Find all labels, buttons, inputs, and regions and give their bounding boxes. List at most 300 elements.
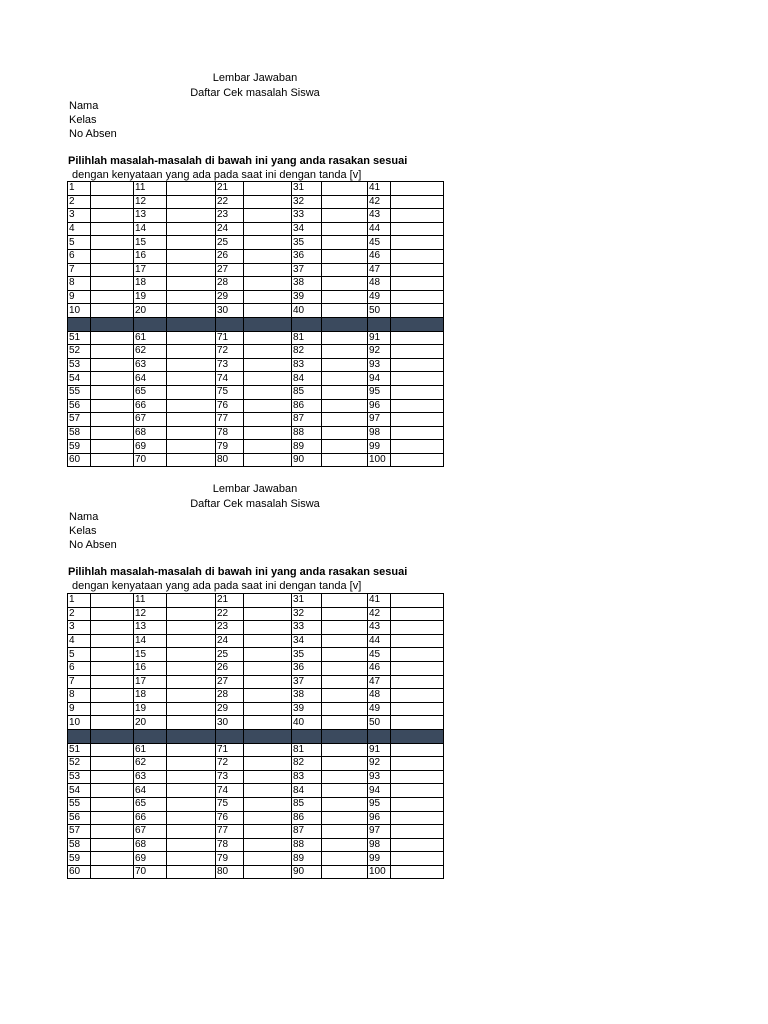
item-number: 94 bbox=[368, 372, 391, 386]
check-cell[interactable] bbox=[322, 716, 368, 730]
check-cell[interactable] bbox=[244, 702, 292, 716]
check-cell[interactable] bbox=[391, 358, 444, 372]
item-number: 11 bbox=[134, 594, 167, 608]
check-cell[interactable] bbox=[244, 825, 292, 839]
check-cell[interactable] bbox=[244, 358, 292, 372]
item-number: 23 bbox=[216, 621, 244, 635]
check-cell[interactable] bbox=[322, 345, 368, 359]
check-cell[interactable] bbox=[167, 249, 216, 263]
item-number: 79 bbox=[216, 852, 244, 866]
item-number: 17 bbox=[134, 675, 167, 689]
check-cell[interactable] bbox=[322, 263, 368, 277]
field-no-absen-label: No Absen bbox=[69, 539, 117, 551]
check-cell[interactable] bbox=[91, 277, 134, 291]
check-cell[interactable] bbox=[322, 811, 368, 825]
field-nama-label: Nama bbox=[69, 511, 99, 523]
check-cell[interactable] bbox=[244, 716, 292, 730]
check-cell[interactable] bbox=[167, 675, 216, 689]
check-cell[interactable] bbox=[91, 716, 134, 730]
check-cell[interactable] bbox=[91, 222, 134, 236]
check-cell[interactable] bbox=[391, 209, 444, 223]
check-cell[interactable] bbox=[91, 757, 134, 771]
check-cell[interactable] bbox=[322, 743, 368, 757]
item-number: 68 bbox=[134, 838, 167, 852]
check-cell[interactable] bbox=[91, 182, 134, 196]
item-number: 77 bbox=[216, 825, 244, 839]
check-cell[interactable] bbox=[322, 195, 368, 209]
check-cell[interactable] bbox=[167, 865, 216, 879]
item-number: 13 bbox=[134, 209, 167, 223]
item-number: 78 bbox=[216, 838, 244, 852]
check-cell[interactable] bbox=[91, 607, 134, 621]
item-number: 13 bbox=[134, 621, 167, 635]
item-number: 40 bbox=[292, 304, 322, 318]
check-cell[interactable] bbox=[391, 702, 444, 716]
item-number: 76 bbox=[216, 399, 244, 413]
check-cell[interactable] bbox=[167, 770, 216, 784]
check-cell[interactable] bbox=[244, 594, 292, 608]
check-cell[interactable] bbox=[391, 372, 444, 386]
item-number: 31 bbox=[292, 182, 322, 196]
check-cell[interactable] bbox=[167, 838, 216, 852]
separator-cell bbox=[244, 317, 292, 331]
check-cell[interactable] bbox=[167, 634, 216, 648]
check-cell[interactable] bbox=[91, 209, 134, 223]
check-cell[interactable] bbox=[391, 716, 444, 730]
check-cell[interactable] bbox=[391, 811, 444, 825]
check-cell[interactable] bbox=[91, 661, 134, 675]
check-cell[interactable] bbox=[91, 797, 134, 811]
check-cell[interactable] bbox=[244, 453, 292, 467]
separator-cell bbox=[292, 729, 322, 743]
check-cell[interactable] bbox=[244, 385, 292, 399]
check-cell[interactable] bbox=[167, 399, 216, 413]
check-cell[interactable] bbox=[167, 811, 216, 825]
check-cell[interactable] bbox=[391, 385, 444, 399]
check-cell[interactable] bbox=[322, 594, 368, 608]
check-cell[interactable] bbox=[91, 852, 134, 866]
check-cell[interactable] bbox=[167, 621, 216, 635]
check-cell[interactable] bbox=[322, 290, 368, 304]
check-cell[interactable] bbox=[167, 426, 216, 440]
check-cell[interactable] bbox=[244, 399, 292, 413]
check-cell[interactable] bbox=[167, 702, 216, 716]
check-cell[interactable] bbox=[322, 209, 368, 223]
item-number: 59 bbox=[68, 852, 91, 866]
check-cell[interactable] bbox=[391, 770, 444, 784]
check-cell[interactable] bbox=[91, 236, 134, 250]
item-number: 5 bbox=[68, 236, 91, 250]
check-cell[interactable] bbox=[244, 209, 292, 223]
check-cell[interactable] bbox=[91, 621, 134, 635]
check-cell[interactable] bbox=[322, 852, 368, 866]
check-cell[interactable] bbox=[91, 825, 134, 839]
check-cell[interactable] bbox=[91, 743, 134, 757]
check-cell[interactable] bbox=[391, 345, 444, 359]
item-number: 12 bbox=[134, 607, 167, 621]
check-cell[interactable] bbox=[167, 743, 216, 757]
check-cell[interactable] bbox=[322, 236, 368, 250]
check-cell[interactable] bbox=[167, 358, 216, 372]
item-number: 19 bbox=[134, 702, 167, 716]
check-cell[interactable] bbox=[244, 236, 292, 250]
check-cell[interactable] bbox=[322, 702, 368, 716]
check-cell[interactable] bbox=[167, 689, 216, 703]
check-cell[interactable] bbox=[391, 825, 444, 839]
check-cell[interactable] bbox=[91, 385, 134, 399]
item-number: 94 bbox=[368, 784, 391, 798]
check-cell[interactable] bbox=[91, 263, 134, 277]
item-number: 73 bbox=[216, 358, 244, 372]
table-row bbox=[68, 594, 444, 608]
item-number: 7 bbox=[68, 675, 91, 689]
check-cell[interactable] bbox=[322, 182, 368, 196]
item-number: 39 bbox=[292, 702, 322, 716]
check-cell[interactable] bbox=[167, 797, 216, 811]
check-cell[interactable] bbox=[322, 249, 368, 263]
check-cell[interactable] bbox=[322, 634, 368, 648]
check-cell[interactable] bbox=[91, 648, 134, 662]
item-number: 34 bbox=[292, 634, 322, 648]
item-number: 72 bbox=[216, 345, 244, 359]
check-cell[interactable] bbox=[91, 702, 134, 716]
item-number: 85 bbox=[292, 385, 322, 399]
check-cell[interactable] bbox=[244, 607, 292, 621]
check-cell[interactable] bbox=[91, 770, 134, 784]
check-cell[interactable] bbox=[167, 825, 216, 839]
check-cell[interactable] bbox=[91, 784, 134, 798]
item-number: 70 bbox=[134, 453, 167, 467]
check-cell[interactable] bbox=[244, 426, 292, 440]
check-cell[interactable] bbox=[391, 331, 444, 345]
check-cell[interactable] bbox=[244, 277, 292, 291]
check-cell[interactable] bbox=[167, 594, 216, 608]
check-cell[interactable] bbox=[91, 865, 134, 879]
check-cell[interactable] bbox=[91, 331, 134, 345]
item-number: 99 bbox=[368, 440, 391, 454]
item-number: 95 bbox=[368, 797, 391, 811]
check-cell[interactable] bbox=[167, 222, 216, 236]
check-cell[interactable] bbox=[322, 277, 368, 291]
check-cell[interactable] bbox=[167, 453, 216, 467]
item-number: 45 bbox=[368, 648, 391, 662]
check-cell[interactable] bbox=[244, 621, 292, 635]
check-cell[interactable] bbox=[322, 825, 368, 839]
check-cell[interactable] bbox=[322, 675, 368, 689]
check-cell[interactable] bbox=[91, 249, 134, 263]
check-cell[interactable] bbox=[391, 784, 444, 798]
check-cell[interactable] bbox=[322, 372, 368, 386]
check-cell[interactable] bbox=[391, 453, 444, 467]
item-number: 89 bbox=[292, 440, 322, 454]
check-cell[interactable] bbox=[391, 440, 444, 454]
check-cell[interactable] bbox=[391, 222, 444, 236]
check-cell[interactable] bbox=[167, 331, 216, 345]
check-cell[interactable] bbox=[391, 290, 444, 304]
check-cell[interactable] bbox=[391, 852, 444, 866]
check-cell[interactable] bbox=[167, 182, 216, 196]
check-cell[interactable] bbox=[391, 594, 444, 608]
item-number: 12 bbox=[134, 195, 167, 209]
item-number: 55 bbox=[68, 385, 91, 399]
check-cell[interactable] bbox=[244, 838, 292, 852]
check-cell[interactable] bbox=[91, 440, 134, 454]
table-row bbox=[68, 865, 444, 879]
check-cell[interactable] bbox=[322, 770, 368, 784]
check-cell[interactable] bbox=[322, 757, 368, 771]
item-number: 18 bbox=[134, 689, 167, 703]
item-number: 20 bbox=[134, 716, 167, 730]
check-cell[interactable] bbox=[391, 607, 444, 621]
check-cell[interactable] bbox=[322, 413, 368, 427]
check-cell[interactable] bbox=[167, 413, 216, 427]
table-row bbox=[68, 757, 444, 771]
check-cell[interactable] bbox=[244, 263, 292, 277]
check-cell[interactable] bbox=[91, 304, 134, 318]
item-number: 93 bbox=[368, 358, 391, 372]
item-number: 44 bbox=[368, 222, 391, 236]
check-cell[interactable] bbox=[391, 413, 444, 427]
check-cell[interactable] bbox=[244, 372, 292, 386]
check-cell[interactable] bbox=[391, 182, 444, 196]
table-row bbox=[68, 426, 444, 440]
check-cell[interactable] bbox=[322, 784, 368, 798]
check-cell[interactable] bbox=[244, 331, 292, 345]
check-cell[interactable] bbox=[244, 661, 292, 675]
check-cell[interactable] bbox=[167, 304, 216, 318]
item-number: 61 bbox=[134, 331, 167, 345]
check-cell[interactable] bbox=[322, 222, 368, 236]
table-row bbox=[68, 797, 444, 811]
check-cell[interactable] bbox=[91, 372, 134, 386]
item-number: 22 bbox=[216, 195, 244, 209]
table-row bbox=[68, 249, 444, 263]
check-cell[interactable] bbox=[322, 838, 368, 852]
item-number: 63 bbox=[134, 358, 167, 372]
check-cell[interactable] bbox=[91, 675, 134, 689]
check-cell[interactable] bbox=[244, 675, 292, 689]
item-number: 7 bbox=[68, 263, 91, 277]
check-cell[interactable] bbox=[244, 811, 292, 825]
check-cell[interactable] bbox=[244, 249, 292, 263]
item-number: 74 bbox=[216, 784, 244, 798]
separator-cell bbox=[292, 317, 322, 331]
item-number: 5 bbox=[68, 648, 91, 662]
item-number: 70 bbox=[134, 865, 167, 879]
check-cell[interactable] bbox=[91, 399, 134, 413]
check-cell[interactable] bbox=[322, 797, 368, 811]
sheet-subtitle: Daftar Cek masalah Siswa bbox=[190, 87, 320, 99]
check-cell[interactable] bbox=[391, 277, 444, 291]
item-number: 84 bbox=[292, 784, 322, 798]
check-cell[interactable] bbox=[391, 426, 444, 440]
check-cell[interactable] bbox=[322, 607, 368, 621]
item-number: 47 bbox=[368, 675, 391, 689]
check-cell[interactable] bbox=[244, 222, 292, 236]
check-cell[interactable] bbox=[167, 661, 216, 675]
check-cell[interactable] bbox=[91, 426, 134, 440]
item-number: 41 bbox=[368, 182, 391, 196]
item-number: 75 bbox=[216, 797, 244, 811]
instruction-line-1: Pilihlah masalah-masalah di bawah ini yang anda rasakan sesuai bbox=[68, 566, 408, 578]
item-number: 74 bbox=[216, 372, 244, 386]
check-cell[interactable] bbox=[167, 372, 216, 386]
check-cell[interactable] bbox=[244, 345, 292, 359]
item-number: 65 bbox=[134, 797, 167, 811]
check-cell[interactable] bbox=[322, 358, 368, 372]
check-cell[interactable] bbox=[167, 195, 216, 209]
item-number: 41 bbox=[368, 594, 391, 608]
check-cell[interactable] bbox=[391, 399, 444, 413]
check-cell[interactable] bbox=[244, 304, 292, 318]
item-number: 21 bbox=[216, 182, 244, 196]
check-cell[interactable] bbox=[244, 757, 292, 771]
check-cell[interactable] bbox=[391, 249, 444, 263]
check-cell[interactable] bbox=[167, 716, 216, 730]
check-cell[interactable] bbox=[244, 689, 292, 703]
check-cell[interactable] bbox=[322, 426, 368, 440]
item-number: 19 bbox=[134, 290, 167, 304]
check-cell[interactable] bbox=[391, 757, 444, 771]
check-cell[interactable] bbox=[322, 661, 368, 675]
check-cell[interactable] bbox=[322, 331, 368, 345]
table-row bbox=[68, 634, 444, 648]
table-row bbox=[68, 182, 444, 196]
item-number: 60 bbox=[68, 453, 91, 467]
check-cell[interactable] bbox=[322, 865, 368, 879]
item-number: 54 bbox=[68, 784, 91, 798]
item-number: 47 bbox=[368, 263, 391, 277]
check-cell[interactable] bbox=[91, 290, 134, 304]
table-row bbox=[68, 345, 444, 359]
check-cell[interactable] bbox=[391, 797, 444, 811]
check-cell[interactable] bbox=[244, 195, 292, 209]
check-cell[interactable] bbox=[322, 453, 368, 467]
item-number: 37 bbox=[292, 263, 322, 277]
check-cell[interactable] bbox=[167, 607, 216, 621]
check-cell[interactable] bbox=[244, 413, 292, 427]
check-cell[interactable] bbox=[167, 440, 216, 454]
check-cell[interactable] bbox=[322, 399, 368, 413]
table-row bbox=[68, 838, 444, 852]
separator-cell bbox=[134, 317, 167, 331]
item-number: 67 bbox=[134, 413, 167, 427]
check-cell[interactable] bbox=[322, 385, 368, 399]
item-number: 2 bbox=[68, 195, 91, 209]
check-cell[interactable] bbox=[244, 290, 292, 304]
item-number: 26 bbox=[216, 249, 244, 263]
item-number: 79 bbox=[216, 440, 244, 454]
check-cell[interactable] bbox=[91, 345, 134, 359]
check-cell[interactable] bbox=[391, 689, 444, 703]
check-cell[interactable] bbox=[322, 440, 368, 454]
item-number: 58 bbox=[68, 426, 91, 440]
check-cell[interactable] bbox=[91, 594, 134, 608]
check-cell[interactable] bbox=[167, 757, 216, 771]
item-number: 4 bbox=[68, 634, 91, 648]
check-cell[interactable] bbox=[391, 648, 444, 662]
item-number: 30 bbox=[216, 716, 244, 730]
check-cell[interactable] bbox=[322, 648, 368, 662]
check-cell[interactable] bbox=[244, 743, 292, 757]
item-number: 9 bbox=[68, 702, 91, 716]
check-cell[interactable] bbox=[244, 852, 292, 866]
table-row bbox=[68, 304, 444, 318]
check-cell[interactable] bbox=[91, 838, 134, 852]
item-number: 1 bbox=[68, 594, 91, 608]
check-cell[interactable] bbox=[91, 358, 134, 372]
separator-row bbox=[68, 729, 444, 743]
table-row bbox=[68, 453, 444, 467]
item-number: 29 bbox=[216, 290, 244, 304]
check-cell[interactable] bbox=[91, 689, 134, 703]
item-number: 34 bbox=[292, 222, 322, 236]
check-cell[interactable] bbox=[167, 263, 216, 277]
item-number: 97 bbox=[368, 825, 391, 839]
check-cell[interactable] bbox=[391, 195, 444, 209]
check-cell[interactable] bbox=[391, 743, 444, 757]
check-cell[interactable] bbox=[91, 811, 134, 825]
item-number: 87 bbox=[292, 825, 322, 839]
check-cell[interactable] bbox=[244, 784, 292, 798]
check-cell[interactable] bbox=[244, 648, 292, 662]
item-number: 62 bbox=[134, 345, 167, 359]
check-cell[interactable] bbox=[167, 345, 216, 359]
check-cell[interactable] bbox=[391, 304, 444, 318]
check-cell[interactable] bbox=[167, 852, 216, 866]
table-row bbox=[68, 770, 444, 784]
item-number: 60 bbox=[68, 865, 91, 879]
check-cell[interactable] bbox=[244, 865, 292, 879]
check-cell[interactable] bbox=[244, 634, 292, 648]
item-number: 24 bbox=[216, 222, 244, 236]
check-cell[interactable] bbox=[391, 634, 444, 648]
check-cell[interactable] bbox=[167, 648, 216, 662]
check-cell[interactable] bbox=[391, 621, 444, 635]
item-number: 81 bbox=[292, 331, 322, 345]
check-cell[interactable] bbox=[391, 675, 444, 689]
check-cell[interactable] bbox=[167, 290, 216, 304]
check-cell[interactable] bbox=[91, 453, 134, 467]
check-cell[interactable] bbox=[391, 236, 444, 250]
check-cell[interactable] bbox=[167, 385, 216, 399]
check-cell[interactable] bbox=[322, 689, 368, 703]
check-cell[interactable] bbox=[244, 770, 292, 784]
check-cell[interactable] bbox=[91, 413, 134, 427]
check-cell[interactable] bbox=[91, 634, 134, 648]
check-cell[interactable] bbox=[322, 621, 368, 635]
check-cell[interactable] bbox=[167, 209, 216, 223]
item-number: 52 bbox=[68, 345, 91, 359]
separator-cell bbox=[167, 729, 216, 743]
check-cell[interactable] bbox=[391, 865, 444, 879]
table-row bbox=[68, 716, 444, 730]
item-number: 33 bbox=[292, 621, 322, 635]
check-cell[interactable] bbox=[91, 195, 134, 209]
check-cell[interactable] bbox=[167, 784, 216, 798]
check-cell[interactable] bbox=[391, 263, 444, 277]
table-row bbox=[68, 852, 444, 866]
check-cell[interactable] bbox=[167, 277, 216, 291]
check-cell[interactable] bbox=[322, 304, 368, 318]
check-cell[interactable] bbox=[391, 838, 444, 852]
item-number: 96 bbox=[368, 811, 391, 825]
check-cell[interactable] bbox=[244, 797, 292, 811]
check-cell[interactable] bbox=[167, 236, 216, 250]
check-cell[interactable] bbox=[391, 661, 444, 675]
check-cell[interactable] bbox=[244, 440, 292, 454]
check-cell[interactable] bbox=[244, 182, 292, 196]
